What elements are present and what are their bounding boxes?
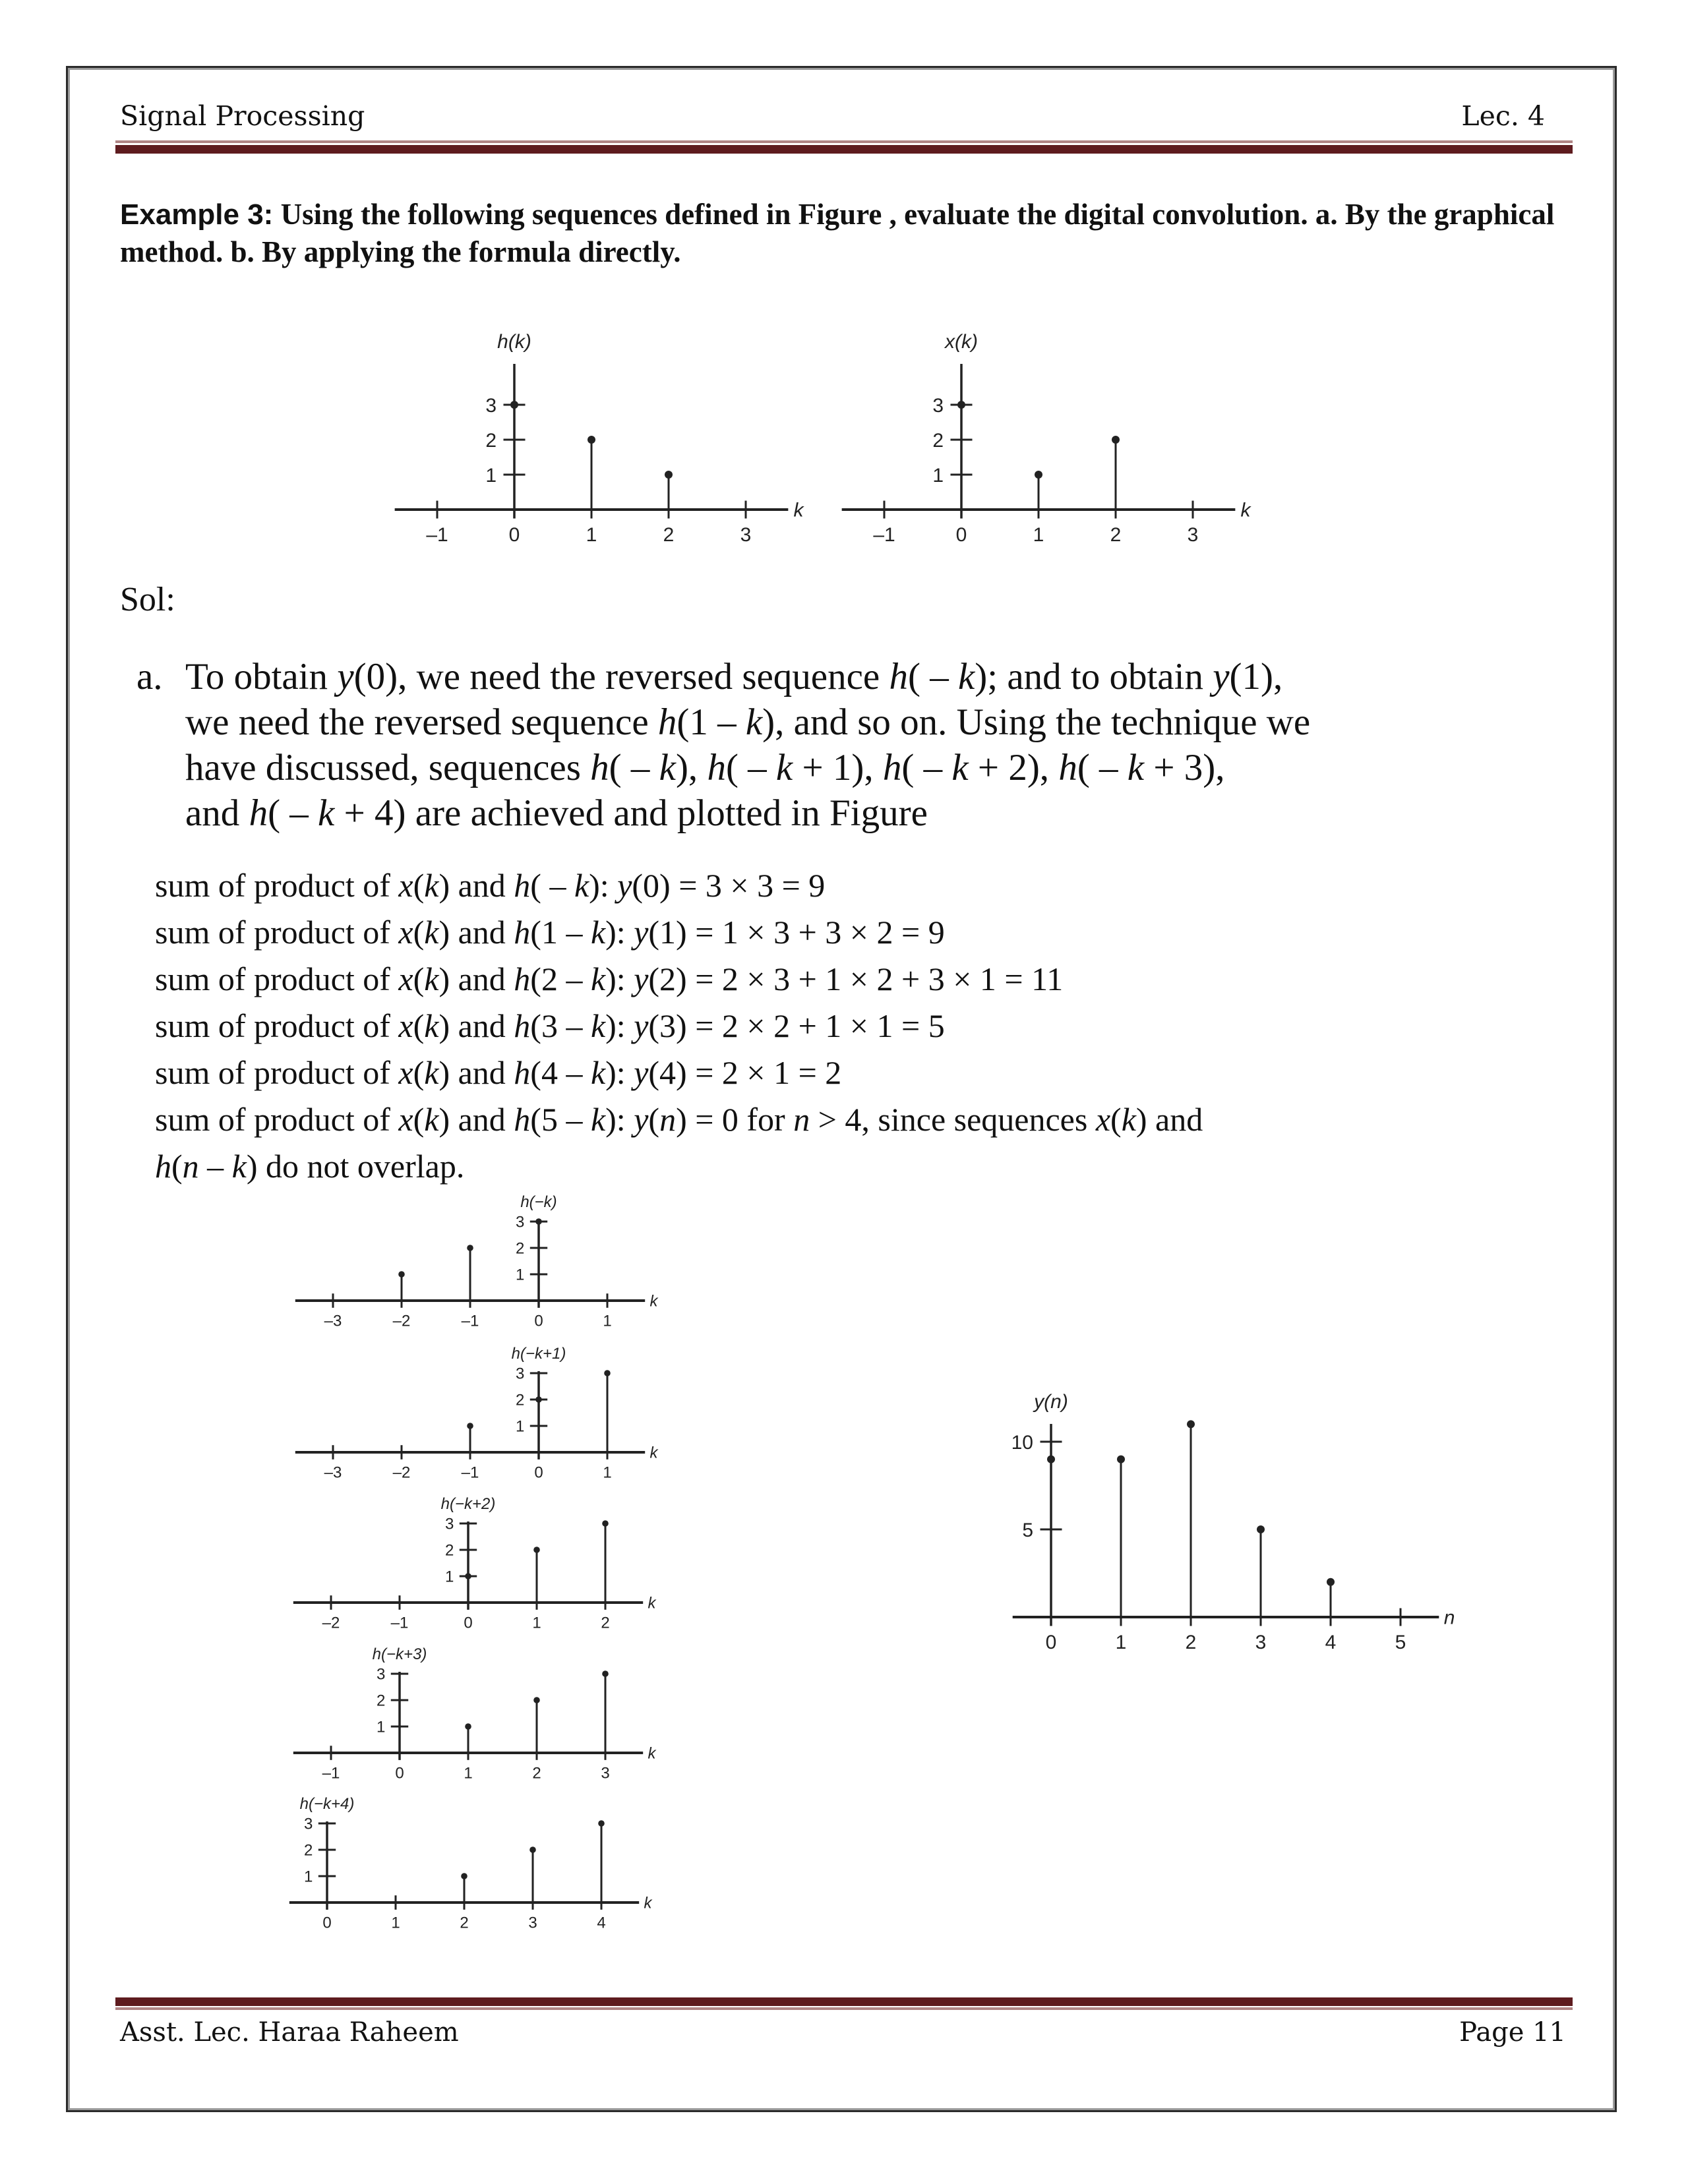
svg-text:1: 1 <box>586 524 597 546</box>
svg-text:5: 5 <box>1022 1519 1033 1541</box>
stem-plot-x-k <box>829 316 1278 560</box>
svg-text:k: k <box>649 1444 658 1462</box>
svg-text:3: 3 <box>1187 524 1199 546</box>
sum-line: sum of product of x(k) and h(4 – k): y(4) = 2 × 1 = 2 <box>155 1054 842 1091</box>
svg-text:3: 3 <box>377 1665 386 1684</box>
svg-text:1: 1 <box>464 1764 473 1783</box>
svg-text:–1: –1 <box>873 524 895 546</box>
svg-text:–1: –1 <box>426 524 448 546</box>
sum-line: sum of product of x(k) and h(1 – k): y(1) = 1 × 3 + 3 × 2 = 9 <box>155 914 945 951</box>
stem-plot-h-k <box>382 316 831 560</box>
part-a-label: a. <box>136 656 163 697</box>
svg-text:2: 2 <box>460 1914 469 1932</box>
svg-text:2: 2 <box>485 429 497 452</box>
figure-h-minus-k-plus-3 <box>277 1639 686 1797</box>
header-rule-thick <box>115 145 1573 154</box>
svg-text:1: 1 <box>1033 524 1044 546</box>
svg-text:4: 4 <box>1325 1632 1337 1653</box>
stem-plot-h-minus-k-plus-4 <box>277 1788 686 1947</box>
example-statement <box>120 196 1571 271</box>
svg-text:2: 2 <box>516 1239 525 1258</box>
svg-text:3: 3 <box>304 1815 313 1833</box>
stem-plot-h-minus-k-plus-1 <box>277 1338 686 1496</box>
svg-text:h(−k+1): h(−k+1) <box>511 1344 566 1363</box>
footer-author: Asst. Lec. Haraa Raheem <box>120 2017 459 2048</box>
solution-label: Sol: <box>120 581 175 618</box>
svg-text:–2: –2 <box>322 1614 340 1632</box>
part-a-paragraph <box>136 654 1455 836</box>
header-course-title: Signal Processing <box>120 100 365 132</box>
svg-text:k: k <box>644 1894 652 1912</box>
figure-x-k <box>829 316 1278 560</box>
svg-text:h(−k+2): h(−k+2) <box>440 1494 496 1513</box>
stem-plot-h-minus-k-plus-3 <box>277 1639 686 1797</box>
part-a-line-1 <box>136 654 1455 699</box>
svg-text:1: 1 <box>603 1463 612 1482</box>
svg-text:h(−k+4): h(−k+4) <box>299 1794 355 1813</box>
svg-text:–1: –1 <box>390 1614 409 1632</box>
svg-text:y(n): y(n) <box>1034 1391 1068 1413</box>
svg-text:k: k <box>648 1744 656 1763</box>
svg-text:1: 1 <box>603 1312 612 1330</box>
svg-text:2: 2 <box>932 429 944 452</box>
svg-text:0: 0 <box>508 524 520 546</box>
svg-text:3: 3 <box>528 1914 537 1932</box>
svg-text:1: 1 <box>516 1266 525 1284</box>
svg-text:1: 1 <box>445 1568 454 1586</box>
svg-text:2: 2 <box>1110 524 1122 546</box>
part-a-line-2: we need the reversed sequence h(1 – k), and so on. Using the technique we <box>185 701 1311 743</box>
svg-text:0: 0 <box>534 1463 543 1482</box>
svg-text:–3: –3 <box>324 1312 342 1330</box>
svg-text:k: k <box>793 499 804 521</box>
stem-plot-h-minus-k-plus-2 <box>277 1489 686 1647</box>
svg-text:1: 1 <box>932 464 944 487</box>
svg-text:2: 2 <box>1185 1632 1197 1653</box>
svg-text:0: 0 <box>1045 1632 1057 1653</box>
svg-text:3: 3 <box>516 1365 525 1383</box>
svg-text:2: 2 <box>445 1541 454 1560</box>
figure-y-n <box>976 1358 1464 1661</box>
example-label: Example 3: <box>120 198 274 231</box>
svg-text:1: 1 <box>304 1868 313 1886</box>
svg-text:3: 3 <box>1255 1632 1267 1653</box>
svg-text:1: 1 <box>377 1718 386 1736</box>
footer-page-number: Page 11 <box>1459 2017 1566 2048</box>
svg-text:2: 2 <box>516 1391 525 1409</box>
svg-text:k: k <box>649 1292 658 1311</box>
svg-text:3: 3 <box>932 394 944 417</box>
svg-text:0: 0 <box>464 1614 473 1632</box>
svg-text:x(k): x(k) <box>945 331 978 353</box>
svg-text:0: 0 <box>955 524 967 546</box>
svg-text:2: 2 <box>663 524 675 546</box>
svg-text:–2: –2 <box>392 1312 411 1330</box>
header-lecture-number: Lec. 4 <box>1461 100 1545 132</box>
part-a-text: To obtain y(0), we need the reversed sequence h( – k); and to obtain y(1), <box>185 656 1283 697</box>
footer-rule-thick <box>115 1997 1573 2006</box>
svg-text:–1: –1 <box>461 1312 479 1330</box>
svg-text:–3: –3 <box>324 1463 342 1482</box>
figure-h-minus-k <box>277 1187 686 1345</box>
svg-text:–2: –2 <box>392 1463 411 1482</box>
svg-text:5: 5 <box>1395 1632 1406 1653</box>
figure-h-minus-k-plus-2 <box>277 1489 686 1647</box>
part-a-line-3: have discussed, sequences h( – k), h( – k + 1), h( – k + 2), h( – k + 3), <box>185 747 1225 788</box>
svg-text:3: 3 <box>516 1213 525 1231</box>
svg-text:h(k): h(k) <box>497 331 531 353</box>
figure-h-minus-k-plus-4 <box>277 1788 686 1947</box>
svg-text:1: 1 <box>1115 1632 1127 1653</box>
svg-text:k: k <box>648 1594 656 1612</box>
svg-text:10: 10 <box>1011 1431 1033 1454</box>
sum-of-products-list <box>155 862 1474 1190</box>
footer-rule-thin <box>115 2007 1573 2010</box>
svg-text:h(−k+3): h(−k+3) <box>372 1645 427 1663</box>
sum-line: sum of product of x(k) and h(5 – k): y(n) = 0 for n > 4, since sequences x(k) and <box>155 1101 1203 1138</box>
figure-h-k <box>382 316 831 560</box>
svg-text:1: 1 <box>532 1614 541 1632</box>
header-rule-thin <box>115 140 1573 143</box>
svg-text:1: 1 <box>391 1914 400 1932</box>
svg-text:h(−k): h(−k) <box>520 1193 557 1211</box>
svg-text:1: 1 <box>516 1417 525 1436</box>
svg-text:2: 2 <box>304 1841 313 1860</box>
svg-text:0: 0 <box>395 1764 404 1783</box>
svg-text:3: 3 <box>485 394 497 417</box>
svg-text:0: 0 <box>322 1914 332 1932</box>
svg-text:1: 1 <box>485 464 497 487</box>
part-a-line-4: and h( – k + 4) are achieved and plotted in Figure <box>185 792 928 834</box>
sum-line: sum of product of x(k) and h( – k): y(0) = 3 × 3 = 9 <box>155 867 826 904</box>
svg-text:2: 2 <box>377 1692 386 1710</box>
figure-h-minus-k-plus-1 <box>277 1338 686 1496</box>
stem-plot-h-minus-k <box>277 1187 686 1345</box>
svg-text:–1: –1 <box>322 1764 340 1783</box>
svg-text:3: 3 <box>601 1764 610 1783</box>
svg-text:3: 3 <box>445 1515 454 1533</box>
example-text: Using the following sequences defined in Figure , evaluate the digital convolution. a. By the graphical method. b. By applying the formula directly. <box>120 198 1555 268</box>
svg-text:0: 0 <box>534 1312 543 1330</box>
sum-line: sum of product of x(k) and h(3 – k): y(3) = 2 × 2 + 1 × 1 = 5 <box>155 1007 945 1044</box>
sum-line: sum of product of x(k) and h(2 – k): y(2) = 2 × 3 + 1 × 2 + 3 × 1 = 11 <box>155 960 1064 997</box>
svg-text:–1: –1 <box>461 1463 479 1482</box>
svg-text:2: 2 <box>601 1614 610 1632</box>
svg-text:k: k <box>1240 499 1251 521</box>
svg-text:2: 2 <box>532 1764 541 1783</box>
stem-plot-y-n <box>976 1358 1464 1661</box>
sum-line: h(n – k) do not overlap. <box>155 1148 465 1185</box>
svg-text:n: n <box>1443 1607 1455 1629</box>
svg-text:3: 3 <box>740 524 752 546</box>
svg-text:4: 4 <box>597 1914 606 1932</box>
